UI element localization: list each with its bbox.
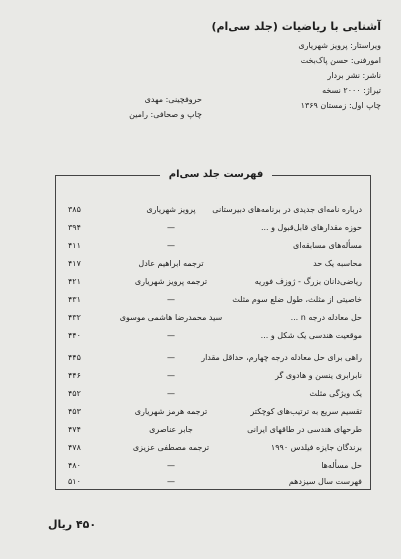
toc-translator: — xyxy=(167,295,175,304)
toc-page: ۴۷۴ xyxy=(68,425,81,434)
editor-line: ویراستار: پرویز شهریاری xyxy=(298,41,381,50)
toc-entry xyxy=(56,309,372,327)
toc-translator: — xyxy=(167,241,175,250)
toc-page: ۳۹۴ xyxy=(68,223,81,232)
toc-entry xyxy=(56,255,372,273)
table-of-contents xyxy=(55,169,371,490)
toc-translator: — xyxy=(167,371,175,380)
toc-translator: — xyxy=(167,223,175,232)
print-run-line: تیراژ: ۲۰۰۰ نسخه xyxy=(322,86,381,95)
toc-entry xyxy=(56,421,372,439)
toc-entry xyxy=(56,439,372,457)
typesetting-line: حروفچینی: مهدی xyxy=(144,95,202,104)
toc-page: ۴۲۱ xyxy=(68,277,81,286)
toc-translator: — xyxy=(167,461,175,470)
toc-subject: محاسبه یک حد xyxy=(313,259,362,268)
price-label: ۴۵۰ ریال xyxy=(48,518,97,531)
toc-page: ۴۵۳ xyxy=(68,407,81,416)
toc-page: ۴۷۸ xyxy=(68,443,81,452)
toc-translator: سید محمدرضا هاشمی موسوی xyxy=(119,313,223,322)
toc-translator: — xyxy=(167,477,175,486)
toc-page: ۴۴۵ xyxy=(68,353,81,362)
toc-entry xyxy=(56,201,372,219)
toc-subject: مسأله‌های مسابقه‌ای xyxy=(293,241,362,250)
toc-title: فهرست جلد سی‌ام xyxy=(160,167,272,183)
toc-entry xyxy=(56,291,372,309)
toc-subject: ریاضی‌دانان بزرگ - ژوزف فوریه xyxy=(254,277,362,286)
toc-subject: برندگان جایزه فیلدس ۱۹۹۰ xyxy=(270,443,362,452)
toc-subject: تقسیم سریع به ترتیب‌های کوچکتر xyxy=(250,407,362,416)
toc-page: ۴۴۶ xyxy=(68,371,81,380)
toc-entry xyxy=(56,237,372,255)
toc-entry xyxy=(56,403,372,421)
toc-subject: درباره نامه‌ای جدیدی در برنامه‌های دبیرستانی xyxy=(212,205,362,214)
edition-line: چاپ اول: زمستان ۱۳۶۹ xyxy=(300,101,381,110)
toc-page: ۳۸۵ xyxy=(68,205,81,214)
toc-subject: حل مسأله‌ها xyxy=(321,461,362,470)
production-info xyxy=(82,92,202,122)
toc-subject: طرحهای هندسی در طاقهای ایرانی xyxy=(247,425,362,434)
publisher-line: ناشر: نشر بردار xyxy=(327,71,381,80)
toc-translator: — xyxy=(167,331,175,340)
toc-page: ۴۸۰ xyxy=(68,461,81,470)
toc-translator: پرویز شهریاری xyxy=(146,205,196,214)
toc-translator: ترجمه مصطفی عزیزی xyxy=(132,443,210,452)
toc-translator: ترجمه ابراهیم عادل xyxy=(138,259,204,268)
toc-translator: ترجمه پرویز شهریاری xyxy=(134,277,208,286)
book-title: آشنایی با ریاضیات (جلد سی‌ام) xyxy=(211,20,381,33)
toc-page: ۴۱۱ xyxy=(68,241,81,250)
toc-page: ۵۱۰ xyxy=(68,477,81,486)
toc-page: ۴۳۱ xyxy=(68,295,81,304)
toc-entry xyxy=(56,385,372,403)
toc-subject: حل معادله درجه n ... xyxy=(290,313,362,322)
toc-subject: خاصیتی از مثلث، طول ضلع سوم مثلث xyxy=(232,295,362,304)
toc-translator: — xyxy=(167,389,175,398)
toc-entry xyxy=(56,327,372,345)
toc-subject: فهرست سال سیزدهم xyxy=(288,477,362,486)
toc-translator: ترجمه هرمز شهریاری xyxy=(134,407,208,416)
toc-translator: جابر عناصری xyxy=(149,425,193,434)
toc-subject: موقعیت هندسی یک شکل و ... xyxy=(260,331,362,340)
toc-entry xyxy=(56,219,372,237)
binding-line: چاپ و صحافی: رامین xyxy=(129,110,202,119)
toc-subject: حوزه مقدارهای قابل‌قبول و ... xyxy=(260,223,362,232)
designer-line: امورفنی: حسن پاک‌بخت xyxy=(300,56,381,65)
toc-page: ۴۱۷ xyxy=(68,259,81,268)
toc-entry xyxy=(56,273,372,291)
toc-subject: یک ویژگی مثلث xyxy=(309,389,362,398)
toc-page: ۴۳۲ xyxy=(68,313,81,322)
toc-entry xyxy=(56,473,372,491)
toc-page: ۴۴۰ xyxy=(68,331,81,340)
toc-entry xyxy=(56,349,372,367)
toc-translator: — xyxy=(167,353,175,362)
toc-page: ۴۵۲ xyxy=(68,389,81,398)
toc-subject: نابرابری ینسن و هادوی گر xyxy=(275,371,362,380)
toc-subject: راهی برای حل معادله درجه چهارم، حداقل مقدار xyxy=(201,353,362,362)
toc-entry xyxy=(56,367,372,385)
